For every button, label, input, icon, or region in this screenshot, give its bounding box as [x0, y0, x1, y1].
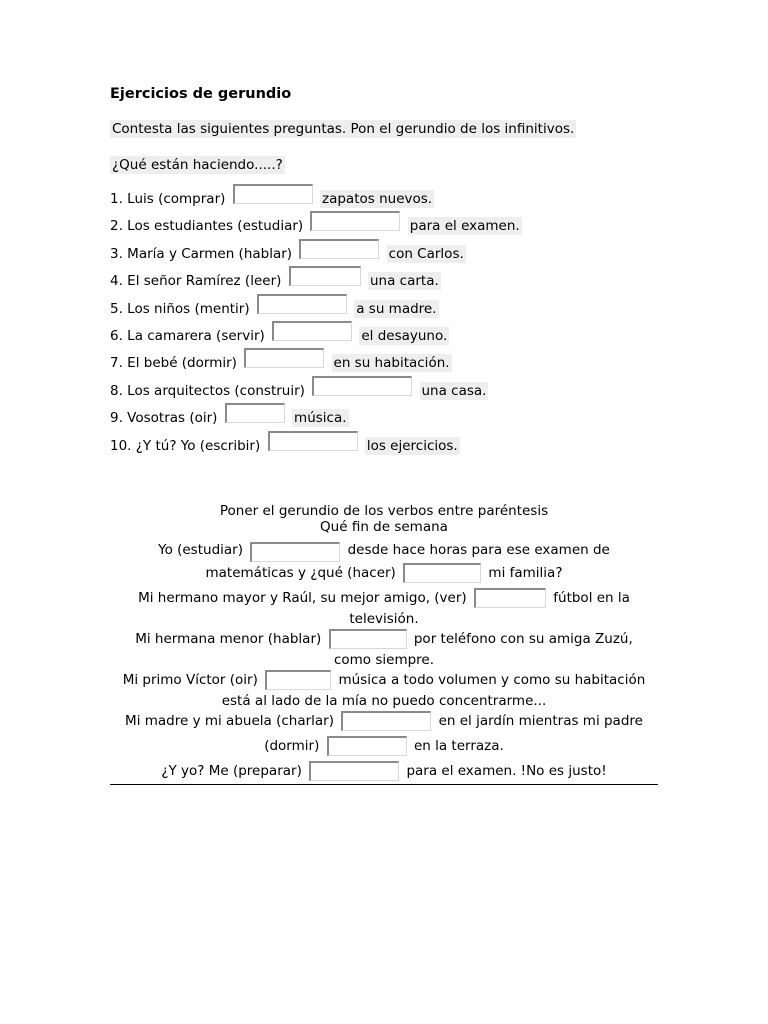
paragraph-field-6[interactable]	[341, 711, 431, 731]
section-heading: Poner el gerundio de los verbos entre paréntesis	[219, 503, 549, 519]
paragraph-line: (dormir) en la terraza.	[264, 738, 504, 754]
paragraph-field-4[interactable]	[329, 629, 407, 649]
paragraph-field-7[interactable]	[327, 736, 407, 756]
exercise-1: 1. Luis (comprar) zapatos nuevos.	[110, 187, 522, 214]
paragraph-field-1[interactable]	[250, 542, 340, 562]
answer-field-7[interactable]	[244, 348, 324, 368]
answer-field-5[interactable]	[257, 294, 347, 314]
paragraph-field-5[interactable]	[265, 670, 331, 690]
paragraph-line: Mi hermana menor (hablar) por teléfono con su amiga Zuzú,	[135, 631, 633, 647]
exercise-4: 4. El señor Ramírez (leer) una carta.	[110, 269, 522, 296]
exercise-5: 5. Los niños (mentir) a su madre.	[110, 297, 522, 324]
paragraph-line: ¿Y yo? Me (preparar) para el examen. !No es justo!	[161, 763, 607, 779]
answer-field-1[interactable]	[233, 184, 313, 204]
paragraph-line: como siempre.	[333, 652, 435, 668]
exercise-3: 3. María y Carmen (hablar) con Carlos.	[110, 242, 522, 269]
answer-field-2[interactable]	[310, 211, 400, 231]
answer-field-3[interactable]	[299, 239, 379, 259]
section-subheading: Qué fin de semana	[320, 519, 448, 535]
exercise-list	[110, 187, 522, 461]
paragraph-field-8[interactable]	[309, 761, 399, 781]
paragraph-line: televisión.	[349, 611, 419, 627]
gerund-paragraph	[110, 503, 658, 784]
answer-field-10[interactable]	[268, 431, 358, 451]
exercise-6: 6. La camarera (servir) el desayuno.	[110, 324, 522, 351]
horizontal-rule	[110, 784, 658, 785]
paragraph-field-3[interactable]	[474, 588, 546, 608]
paragraph-field-2[interactable]	[403, 563, 481, 583]
paragraph-line: Mi primo Víctor (oir) música a todo volumen y como su habitación	[122, 672, 646, 688]
question-prompt: ¿Qué están haciendo.....?	[112, 157, 283, 173]
answer-field-4[interactable]	[289, 266, 361, 286]
exercise-8: 8. Los arquitectos (construir) una casa.	[110, 379, 522, 406]
paragraph-line: está al lado de la mía no puedo concentrarme...	[221, 693, 547, 709]
exercise-9: 9. Vosotras (oir) música.	[110, 406, 522, 433]
paragraph-line: matemáticas y ¿qué (hacer) mi familia?	[205, 565, 563, 581]
answer-field-6[interactable]	[272, 321, 352, 341]
exercise-10: 10. ¿Y tú? Yo (escribir) los ejercicios.	[110, 434, 522, 461]
instructions: Contesta las siguientes preguntas. Pon el gerundio de los infinitivos.	[112, 121, 575, 137]
paragraph-line: Yo (estudiar) desde hace horas para ese examen de	[110, 535, 658, 561]
paragraph-line: Mi hermano mayor y Raúl, su mejor amigo, (ver) fútbol en la	[138, 590, 630, 606]
answer-field-9[interactable]	[225, 403, 285, 423]
page-title: Ejercicios de gerundio	[110, 86, 292, 102]
paragraph-line: Mi madre y mi abuela (charlar) en el jardín mientras mi padre	[125, 713, 643, 729]
answer-field-8[interactable]	[312, 376, 412, 396]
exercise-2: 2. Los estudiantes (estudiar) para el examen.	[110, 214, 522, 241]
exercise-7: 7. El bebé (dormir) en su habitación.	[110, 351, 522, 378]
